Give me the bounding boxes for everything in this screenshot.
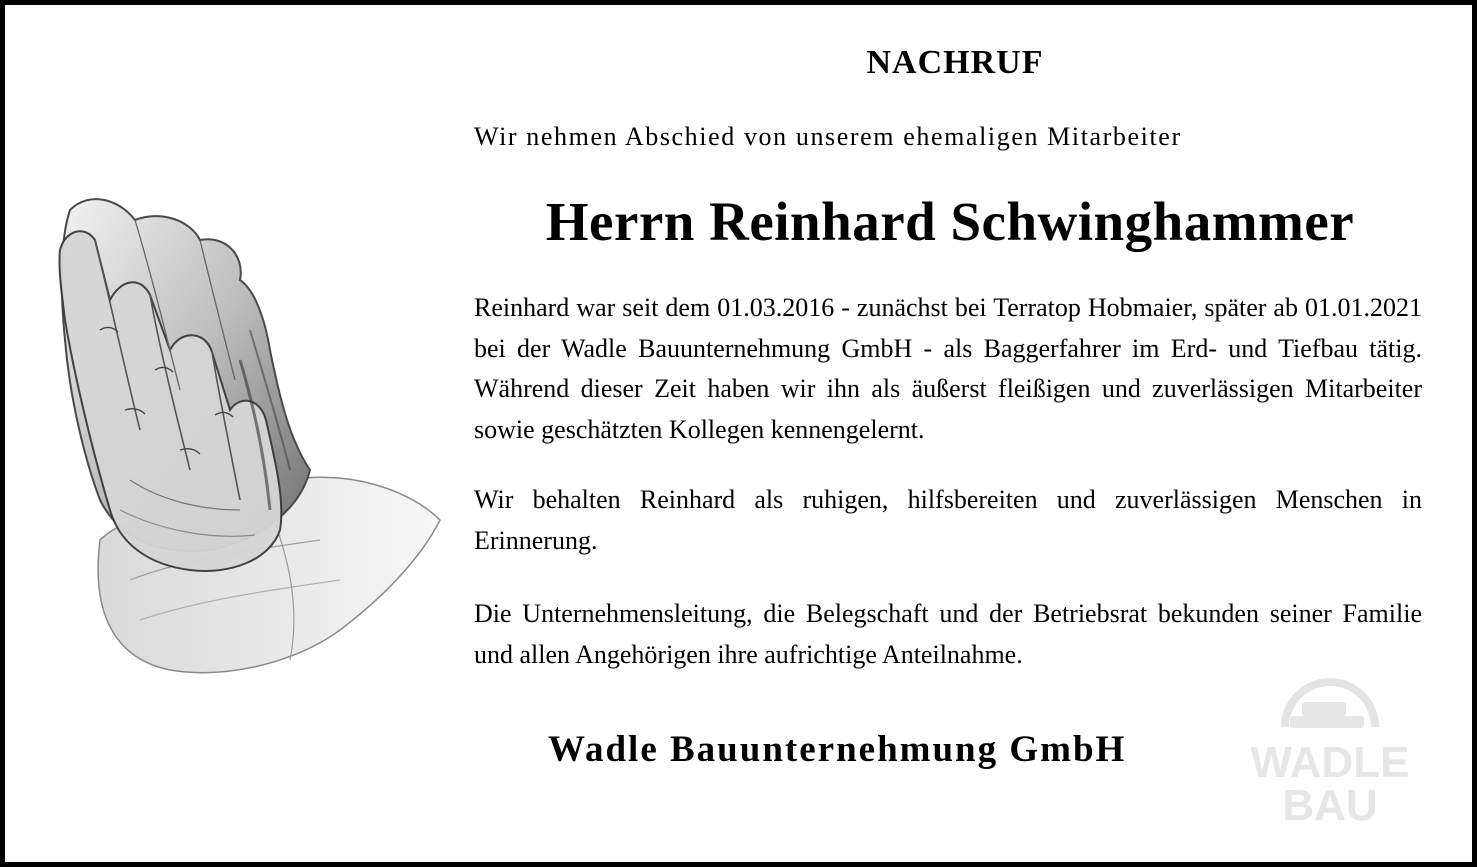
logo-line1: WADLE <box>1250 738 1410 787</box>
logo-line2: BAU <box>1282 781 1378 830</box>
wadle-bau-logo-watermark <box>1230 672 1430 832</box>
company-signature: Wadle Bauunternehmung GmbH <box>548 729 1127 770</box>
praying-hands-icon <box>40 180 460 690</box>
paragraph-condolence: Die Unternehmensleitung, die Belegschaft und der Betriebsrat bekunden seiner Familie und allen Angehörigen ihre aufrichtige Anteilnahme. <box>474 599 1422 669</box>
deceased-name: Herrn Reinhard Schwinghammer <box>545 191 1355 252</box>
paragraph-remembrance: Wir behalten Reinhard als ruhigen, hilfsbereiten und zuverlässigen Menschen in Erinnerung. <box>474 485 1422 555</box>
intro-text: Wir nehmen Abschied von unserem ehemaligen Mitarbeiter <box>474 122 1182 151</box>
obituary-heading: NACHRUF <box>866 44 1044 81</box>
paragraph-employment: Reinhard war seit dem 01.03.2016 - zunächst bei Terratop Hobmaier, später ab 01.01.2021 bei der Wadle Bauunternehmung GmbH - als Baggerfahrer im Erd- und Tiefbau tätig. Während dieser Zeit haben wir ihn als äußerst fleißigen und zuverlässigen Mitarbeiter sowie geschätzten Kollegen kennengelernt. <box>474 293 1422 444</box>
